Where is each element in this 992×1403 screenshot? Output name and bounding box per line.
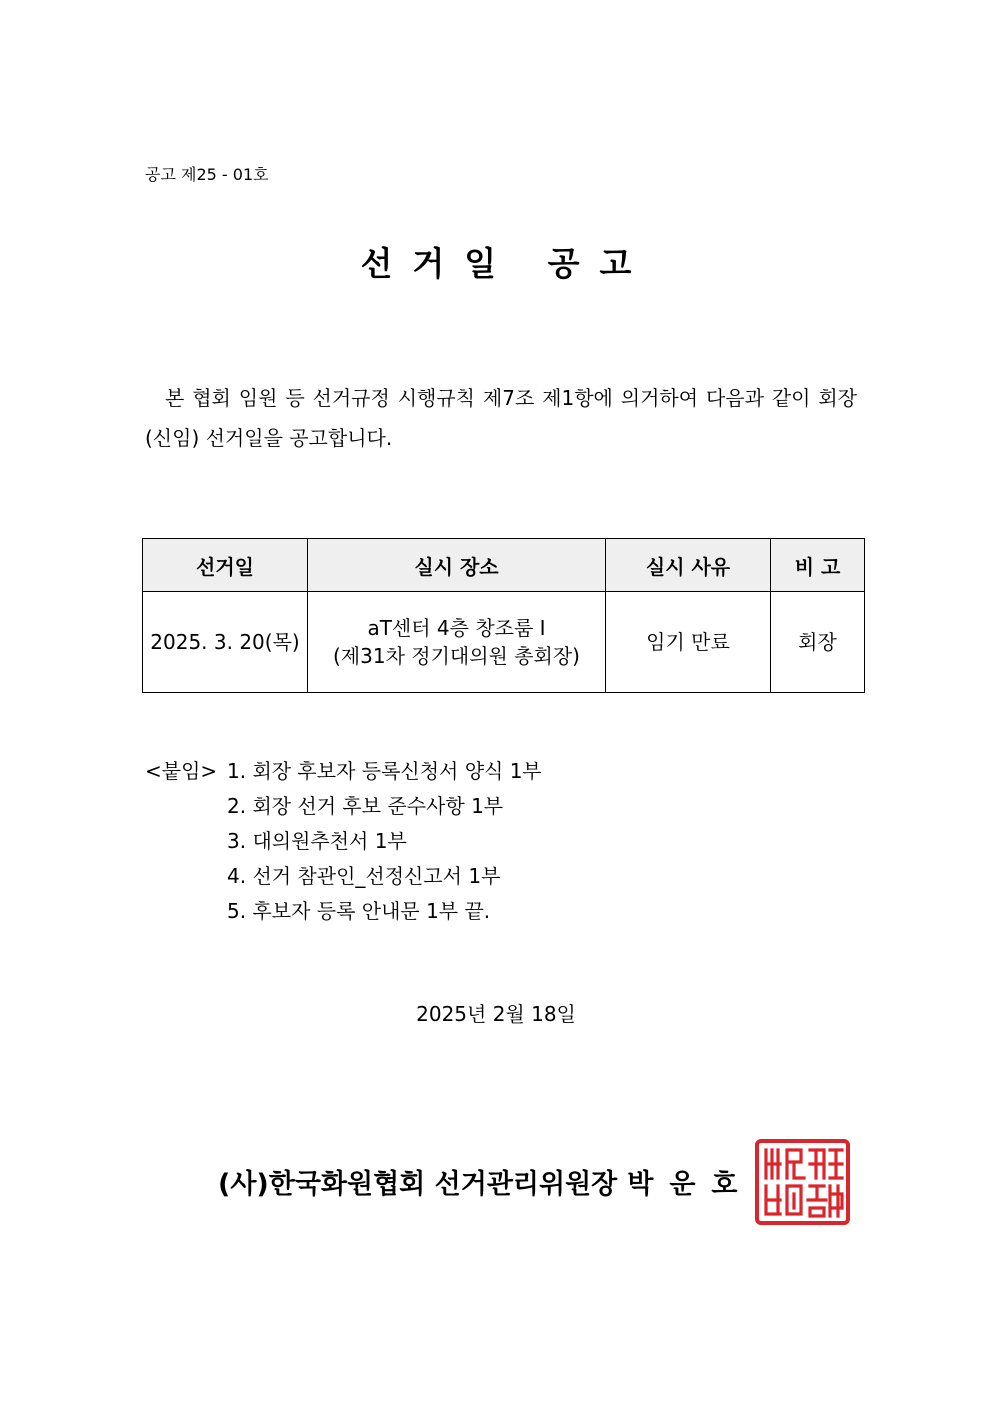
signer-name: 박운호 — [627, 1169, 754, 1200]
attachment-item: 3. 대의원추천서 1부 — [227, 829, 407, 853]
attachment-item: 4. 선거 참관인_선정신고서 1부 — [227, 864, 501, 888]
cell-election-date: 2025. 3. 20(목) — [143, 592, 308, 693]
issue-date: 2025년 2월 18일 — [416, 1002, 576, 1026]
header-reason: 실시 사유 — [606, 539, 771, 592]
header-place: 실시 장소 — [308, 539, 606, 592]
election-table — [142, 538, 865, 693]
attachments — [145, 754, 542, 929]
document-title: 선거일 공고 — [360, 244, 652, 283]
attachment-item: 1. 회장 후보자 등록신청서 양식 1부 — [227, 759, 542, 783]
attachments-label: <붙임> — [145, 759, 218, 783]
header-note: 비 고 — [771, 539, 865, 592]
cell-note: 회장 — [771, 592, 865, 693]
cell-reason: 임기 만료 — [606, 592, 771, 693]
seal-stamp-icon — [754, 1138, 851, 1226]
body-paragraph: 본 협회 임원 등 선거규정 시행규칙 제7조 제1항에 의거하여 다음과 같이 회장(신임) 선거일을 공고합니다. — [145, 386, 857, 450]
table-row — [143, 592, 865, 693]
attachment-item: 2. 회장 선거 후보 준수사항 1부 — [227, 794, 504, 818]
table-header-row — [143, 539, 865, 592]
signer — [218, 1162, 753, 1201]
header-election-date: 선거일 — [143, 539, 308, 592]
cell-place — [308, 592, 606, 693]
signer-organization: (사)한국화원협회 선거관리위원장 — [218, 1169, 618, 1200]
attachment-item: 5. 후보자 등록 안내문 1부 끝. — [227, 899, 491, 923]
place-line-2: (제31차 정기대의원 총회장) — [333, 644, 580, 668]
document-number: 공고 제25 - 01호 — [145, 165, 269, 184]
place-line-1: aT센터 4층 창조룸 Ⅰ — [367, 616, 546, 640]
